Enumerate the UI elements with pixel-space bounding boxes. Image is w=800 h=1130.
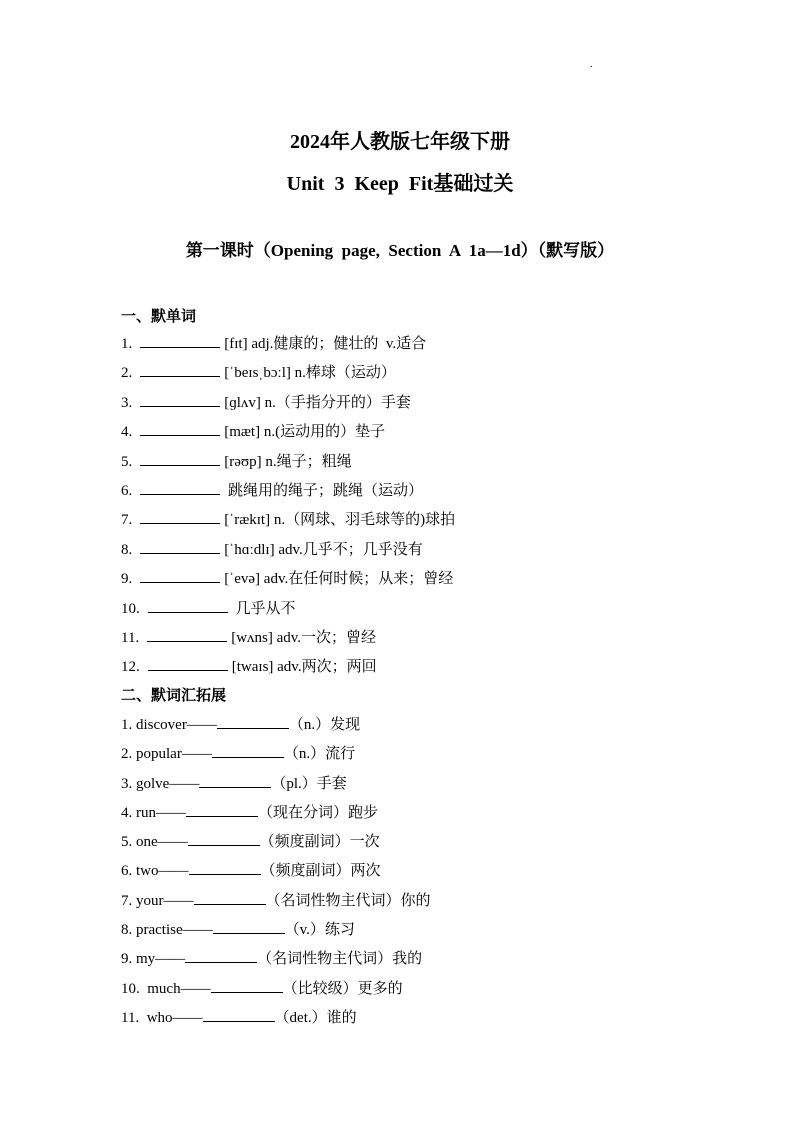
- item-hint: （频度副词）两次: [260, 863, 381, 880]
- list-item: [121, 919, 431, 948]
- list-item: [121, 743, 431, 772]
- list-item: [121, 890, 431, 919]
- item-hint: （比较级）更多的: [282, 980, 403, 997]
- answer-blank[interactable]: [203, 1007, 275, 1022]
- list-item: [121, 948, 431, 977]
- list-item: [121, 539, 455, 568]
- item-description: [twaɪs] adv.两次；两回: [231, 659, 377, 676]
- answer-blank[interactable]: [199, 773, 271, 788]
- answer-blank[interactable]: [140, 509, 220, 524]
- list-item: [121, 656, 455, 685]
- item-number: 10.: [121, 600, 140, 617]
- section-heading-vocabulary: 一、默单词: [121, 309, 197, 325]
- list-item: [121, 860, 431, 889]
- list-item: [121, 627, 455, 656]
- word-expansion-list: [121, 714, 431, 1036]
- item-number: 3.: [121, 394, 133, 411]
- base-word: who——: [146, 1009, 203, 1026]
- base-word: discover——: [136, 717, 217, 733]
- answer-blank[interactable]: [140, 421, 220, 436]
- item-number: 9.: [121, 571, 133, 588]
- list-item: [121, 421, 455, 450]
- item-number: 2.: [121, 365, 133, 382]
- item-description: [fɪt] adj.健康的；健壮的 v.适合: [224, 336, 427, 352]
- answer-blank[interactable]: [188, 831, 260, 846]
- answer-blank[interactable]: [140, 392, 220, 407]
- item-hint: （名词性物主代词）我的: [257, 951, 423, 968]
- item-hint: （pl.）手套: [271, 775, 347, 792]
- item-hint: （名词性物主代词）你的: [265, 892, 431, 909]
- answer-blank[interactable]: [140, 539, 220, 554]
- list-item: [121, 831, 431, 860]
- item-number: 6.: [121, 482, 133, 499]
- item-number: 2.: [121, 746, 133, 763]
- list-item: [121, 978, 431, 1007]
- item-description: [rəʊp] n.绳子；粗绳: [224, 453, 352, 470]
- item-description: 跳绳用的绳子；跳绳（运动）: [224, 482, 424, 499]
- page-mark: .: [590, 59, 593, 70]
- item-description: [ˈhɑːdlɪ] adv.几乎不；几乎没有: [224, 541, 423, 558]
- answer-blank[interactable]: [140, 568, 220, 583]
- base-word: two——: [136, 863, 189, 880]
- section-heading-word-expansion: 二、默词汇拓展: [121, 688, 227, 704]
- item-number: 7.: [121, 892, 133, 909]
- item-number: 9.: [121, 951, 133, 968]
- answer-blank[interactable]: [148, 656, 228, 671]
- item-number: 8.: [121, 541, 133, 558]
- document-title: 2024年人教版七年级下册: [290, 131, 510, 153]
- answer-blank[interactable]: [140, 451, 220, 466]
- answer-blank[interactable]: [194, 890, 266, 905]
- item-hint: （n.）流行: [283, 746, 356, 763]
- answer-blank[interactable]: [140, 333, 220, 348]
- base-word: run——: [136, 804, 186, 821]
- list-item: [121, 451, 455, 480]
- list-item: [121, 1007, 431, 1036]
- item-number: 4.: [121, 424, 133, 441]
- answer-blank[interactable]: [140, 480, 220, 495]
- item-number: 1.: [121, 336, 133, 352]
- item-description: [ɡlʌv] n.（手指分开的）手套: [224, 394, 411, 411]
- list-item: [121, 333, 455, 362]
- item-number: 7.: [121, 512, 133, 529]
- list-item: [121, 773, 431, 802]
- list-item: [121, 362, 455, 391]
- item-number: 1.: [121, 717, 133, 733]
- list-item: [121, 509, 455, 538]
- list-item: [121, 802, 431, 831]
- answer-blank[interactable]: [148, 598, 228, 613]
- base-word: popular——: [136, 746, 212, 763]
- item-hint: （det.）谁的: [274, 1009, 357, 1026]
- base-word: your——: [136, 892, 194, 909]
- item-description: [ˈbeɪsˌbɔːl] n.棒球（运动）: [224, 365, 396, 382]
- unit-title: Unit 3 Keep Fit基础过关: [286, 173, 514, 195]
- answer-blank[interactable]: [211, 978, 283, 993]
- list-item: [121, 598, 455, 627]
- item-number: 5.: [121, 834, 133, 851]
- item-hint: （n.）发现: [288, 717, 361, 733]
- answer-blank[interactable]: [185, 948, 257, 963]
- item-number: 11.: [121, 629, 140, 646]
- item-number: 8.: [121, 922, 133, 939]
- item-number: 3.: [121, 775, 133, 792]
- base-word: practise——: [136, 922, 213, 939]
- item-number: 4.: [121, 804, 133, 821]
- answer-blank[interactable]: [189, 860, 261, 875]
- base-word: much——: [147, 980, 211, 997]
- answer-blank[interactable]: [140, 362, 220, 377]
- list-item: [121, 714, 431, 743]
- item-description: [wʌns] adv.一次；曾经: [231, 629, 377, 646]
- item-number: 10.: [121, 980, 140, 997]
- answer-blank[interactable]: [213, 919, 285, 934]
- item-hint: （现在分词）跑步: [258, 804, 379, 821]
- item-description: [ˈrækɪt] n.（网球、羽毛球等的)球拍: [224, 512, 456, 529]
- base-word: one——: [136, 834, 188, 851]
- item-number: 5.: [121, 453, 133, 470]
- list-item: [121, 480, 455, 509]
- base-word: my——: [136, 951, 186, 968]
- item-description: [mæt] n.(运动用的）垫子: [224, 424, 386, 441]
- item-number: 12.: [121, 659, 140, 676]
- list-item: [121, 568, 455, 597]
- base-word: golve——: [136, 775, 200, 792]
- lesson-subtitle: 第一课时（Opening page, Section A 1a—1d）（默写版）: [185, 241, 615, 260]
- item-hint: （频度副词）一次: [259, 834, 380, 851]
- item-description: 几乎从不: [231, 600, 296, 617]
- vocabulary-list: [121, 333, 455, 686]
- item-hint: （v.）练习: [284, 922, 355, 939]
- answer-blank[interactable]: [186, 802, 258, 817]
- answer-blank[interactable]: [147, 627, 227, 642]
- list-item: [121, 392, 455, 421]
- item-description: [ˈevə] adv.在任何时候；从来；曾经: [224, 571, 454, 588]
- answer-blank[interactable]: [217, 714, 289, 729]
- item-number: 6.: [121, 863, 133, 880]
- item-number: 11.: [121, 1009, 140, 1026]
- answer-blank[interactable]: [212, 743, 284, 758]
